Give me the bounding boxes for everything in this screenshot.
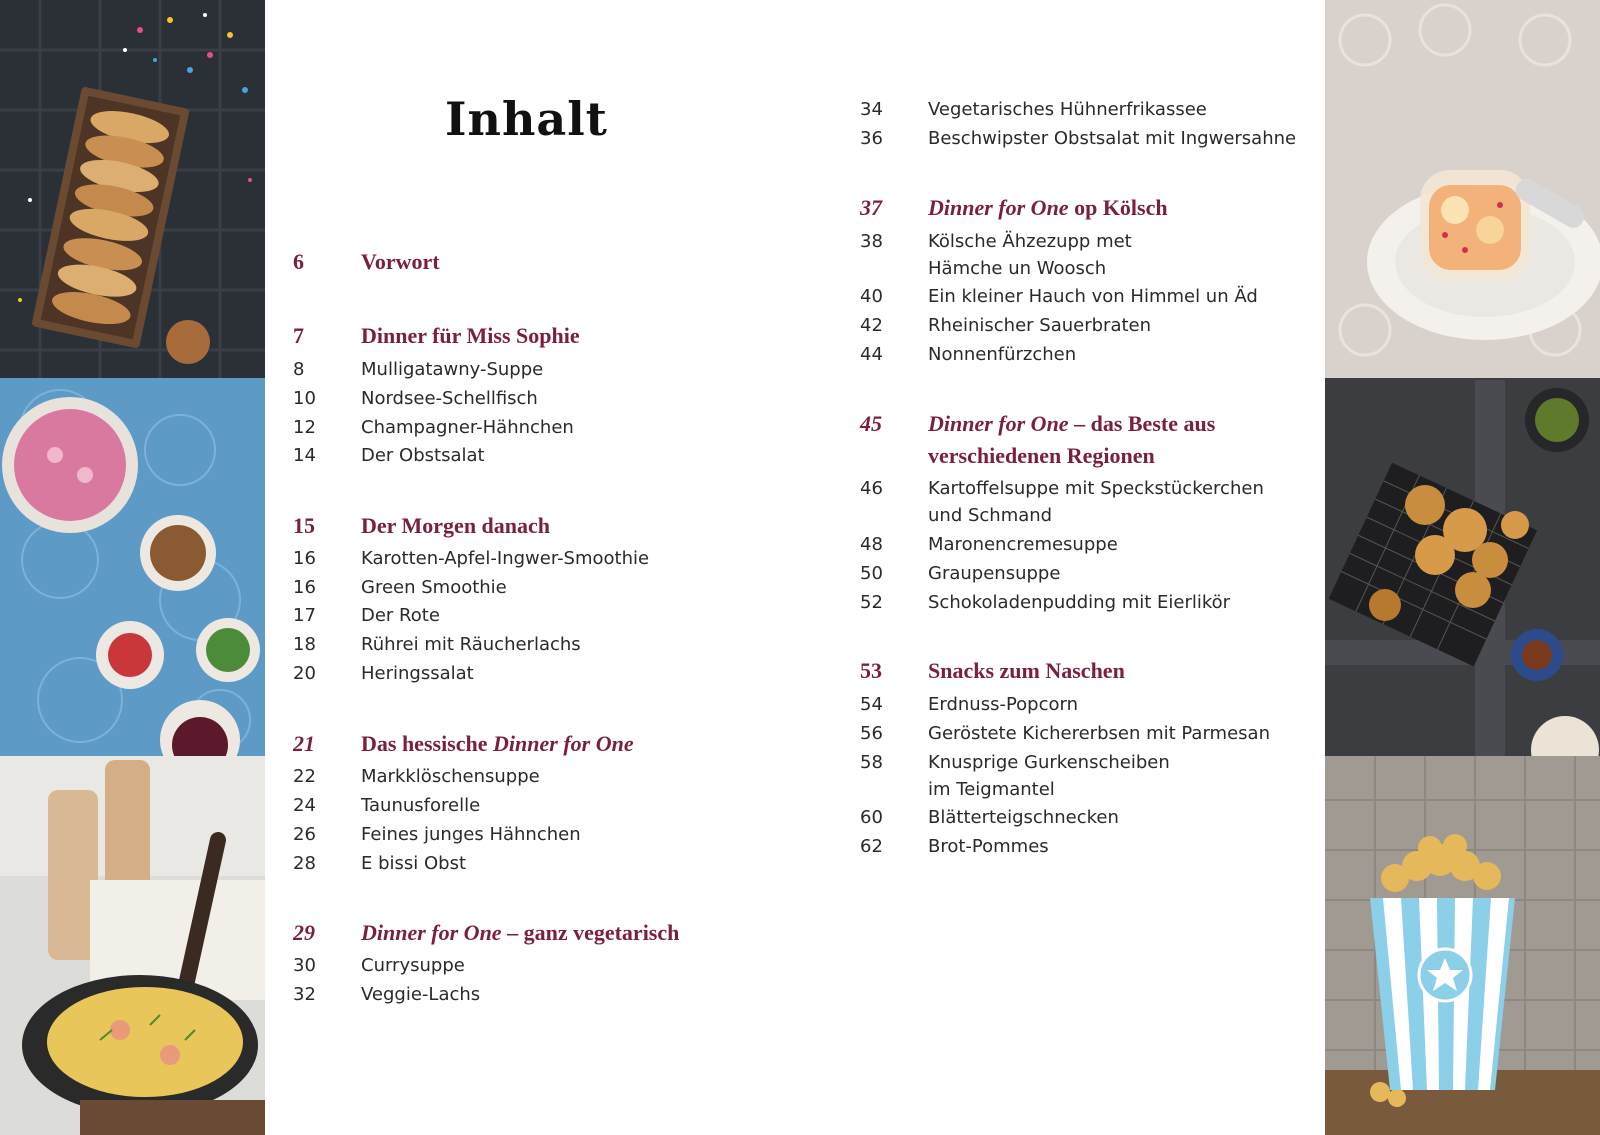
toc-entry: [293, 981, 480, 1008]
toc-title: Graupensuppe: [928, 563, 1061, 584]
toc-title: Erdnuss-Popcorn: [928, 694, 1079, 715]
toc-entry: [860, 475, 1264, 529]
toc-page-number: 46: [860, 478, 883, 499]
toc-page-number: 18: [293, 634, 316, 655]
toc-section-heading: [293, 246, 440, 278]
toc-page-number: 17: [293, 605, 316, 626]
toc-title: Karotten-Apfel-Ingwer-Smoothie: [361, 548, 650, 569]
toc-page-number: 53: [860, 658, 882, 683]
toc-section-heading: [860, 192, 1168, 224]
toc-page-number: 22: [293, 766, 316, 787]
toc-title: Mulligatawny-Suppe: [361, 359, 544, 380]
toc-entry: [293, 356, 543, 383]
toc-page-number: 30: [293, 955, 316, 976]
toc-page-number: 32: [293, 984, 316, 1005]
toc-page-number: 58: [860, 752, 883, 773]
toc-page-number: 12: [293, 417, 316, 438]
toc-title: Nonnenfürzchen: [928, 344, 1077, 365]
toc-title: E bissi Obst: [361, 853, 467, 874]
toc-title: Ein kleiner Hauch von Himmel un Äd: [928, 286, 1258, 307]
toc-title: Der Obstsalat: [361, 445, 485, 466]
toc-title: Maronencremesuppe: [928, 534, 1118, 555]
toc-title-part: – ganz vegetarisch: [501, 920, 680, 945]
toc-title: [361, 917, 679, 949]
left-photo-strip: [0, 0, 265, 1135]
toc-entry: [860, 720, 1270, 747]
toc-page-number: 45: [860, 411, 882, 436]
toc-title: [928, 408, 1215, 472]
toc-title: Rheinischer Sauerbraten: [928, 315, 1152, 336]
toc-title: Kartoffelsuppe mit Speckstückerchen und Schmand: [928, 478, 1264, 526]
toc-title: Heringssalat: [361, 663, 474, 684]
toc-section-heading: [860, 408, 1215, 472]
toc-page-number: 54: [860, 694, 883, 715]
toc-page-number: 8: [293, 359, 305, 380]
toc-entry: [293, 574, 507, 601]
toc-title: Der Rote: [361, 605, 440, 626]
toc-page-number: 10: [293, 388, 316, 409]
toc-entry: [293, 850, 466, 877]
toc-title: Snacks zum Naschen: [928, 658, 1125, 683]
toc-entry: [860, 560, 1060, 587]
toc-page-number: 16: [293, 577, 316, 598]
toc-title: Der Morgen danach: [361, 513, 551, 538]
popcorn-box-photo: [1325, 756, 1600, 1135]
toc-page-number: 50: [860, 563, 883, 584]
toc-entry: [293, 631, 581, 658]
toc-entry: [860, 589, 1230, 616]
toc-section-heading: [293, 510, 550, 542]
toc-title: Rührei mit Räucherlachs: [361, 634, 581, 655]
toc-title-part: Dinner for One: [361, 920, 502, 945]
toc-title: Feines junges Hähnchen: [361, 824, 581, 845]
toc-title: [361, 728, 634, 760]
toc-page-number: 6: [293, 249, 304, 274]
toc-title: Brot-Pommes: [928, 836, 1049, 857]
toc-page-number: 34: [860, 99, 883, 120]
toc-title: Dinner für Miss Sophie: [361, 323, 580, 348]
beet-salad-photo: [0, 378, 265, 780]
toc-title: Nordsee-Schellfisch: [361, 388, 538, 409]
toc-page-number: 14: [293, 445, 316, 466]
toc-title: Beschwipster Obstsalat mit Ingwersahne: [928, 128, 1297, 149]
toc-title-part: Dinner for One: [928, 411, 1069, 436]
toc-title: Vorwort: [361, 249, 440, 274]
toc-page-number: 29: [293, 920, 315, 945]
toc-entry: [860, 691, 1078, 718]
toc-entry: [860, 804, 1119, 831]
toc-title: Kölsche Ähzezupp met Hämche un Woosch: [928, 231, 1132, 279]
toc-entry: [860, 228, 1132, 282]
toc-title: Geröstete Kichererbsen mit Parmesan: [928, 723, 1270, 744]
page-title: Inhalt: [445, 92, 608, 146]
toc-entry: [860, 125, 1296, 152]
toc-entry: [860, 283, 1258, 310]
toc-title: Vegetarisches Hühnerfrikassee: [928, 99, 1207, 120]
toc-entry: [293, 545, 649, 572]
toc-title: Blätterteigschnecken: [928, 807, 1119, 828]
toc-section-heading: [293, 917, 679, 949]
table-of-contents-page: [265, 0, 1325, 1135]
toc-entry: [293, 442, 485, 469]
right-photo-strip: [1325, 0, 1600, 1135]
toc-page-number: 52: [860, 592, 883, 613]
toc-entry: [293, 602, 440, 629]
toc-entry: [860, 341, 1076, 368]
scrambled-eggs-pan-photo: [0, 756, 265, 1135]
toc-page-number: 44: [860, 344, 883, 365]
toc-title: Green Smoothie: [361, 577, 507, 598]
toc-title-part: Dinner for One: [928, 195, 1069, 220]
toc-title-part: verschiedenen Regionen: [928, 443, 1155, 468]
toc-page-number: 21: [293, 731, 315, 756]
toc-title: Taunusforelle: [361, 795, 481, 816]
toc-title-part: – das Beste aus: [1068, 411, 1216, 436]
pastry-tray-photo: [0, 0, 265, 378]
toc-page-number: 24: [293, 795, 316, 816]
toc-entry: [860, 833, 1049, 860]
toc-title: Knusprige Gurkenscheiben im Teigmantel: [928, 752, 1170, 800]
toc-entry: [860, 749, 1170, 803]
toc-entry: [293, 763, 540, 790]
toc-page-number: 40: [860, 286, 883, 307]
toc-page-number: 36: [860, 128, 883, 149]
toc-page-number: 15: [293, 513, 315, 538]
toc-page-number: 28: [293, 853, 316, 874]
toc-page-number: 42: [860, 315, 883, 336]
toc-page-number: 48: [860, 534, 883, 555]
toc-entry: [860, 312, 1151, 339]
toc-page-number: 20: [293, 663, 316, 684]
toc-section-heading: [293, 728, 634, 760]
toc-title: Veggie-Lachs: [361, 984, 481, 1005]
pickled-fruit-jar-photo: [1325, 0, 1600, 378]
toc-entry: [293, 952, 465, 979]
toc-entry: [293, 414, 574, 441]
fried-fritters-photo: [1325, 378, 1600, 784]
toc-entry: [293, 660, 474, 687]
toc-page-number: 37: [860, 195, 882, 220]
toc-page-number: 7: [293, 323, 304, 348]
toc-entry: [293, 385, 538, 412]
toc-title: [928, 192, 1168, 224]
toc-page-number: 56: [860, 723, 883, 744]
toc-entry: [860, 531, 1118, 558]
toc-title: Champagner-Hähnchen: [361, 417, 574, 438]
toc-page-number: 38: [860, 231, 883, 252]
toc-entry: [293, 792, 480, 819]
toc-title-part: op Kölsch: [1068, 195, 1168, 220]
toc-title-part: Dinner for One: [493, 731, 634, 756]
toc-page-number: 26: [293, 824, 316, 845]
toc-title: Schokoladenpudding mit Eierlikör: [928, 592, 1231, 613]
toc-page-number: 16: [293, 548, 316, 569]
toc-entry: [293, 821, 581, 848]
toc-section-heading: [860, 655, 1125, 687]
toc-section-heading: [293, 320, 580, 352]
toc-entry: [860, 96, 1207, 123]
toc-title: Markklöschensuppe: [361, 766, 540, 787]
toc-title-part: Das hessische: [361, 731, 494, 756]
toc-title: Currysuppe: [361, 955, 465, 976]
toc-page-number: 60: [860, 807, 883, 828]
toc-page-number: 62: [860, 836, 883, 857]
